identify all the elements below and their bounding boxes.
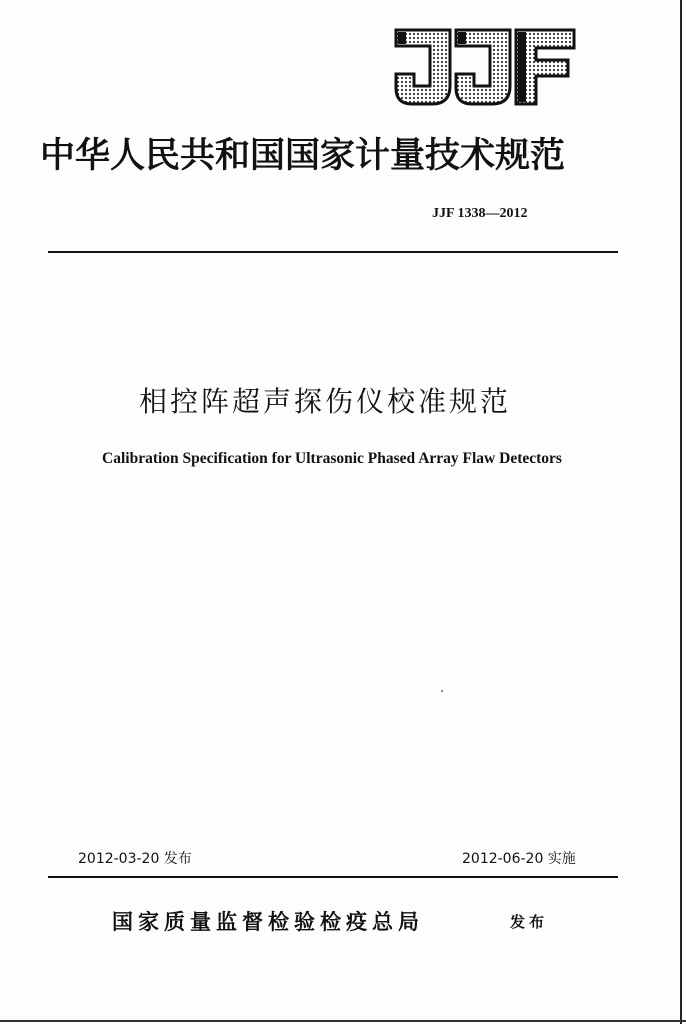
scan-edge-right (680, 0, 682, 1024)
divider-bottom (48, 876, 618, 878)
standard-number: JJF 1338—2012 (432, 206, 528, 221)
scan-speck (441, 690, 443, 692)
main-title: 中华人民共和国国家计量技术规范 (40, 135, 566, 176)
issue-date: 2012-03-20 发布 (78, 851, 192, 867)
document-title-en: Calibration Specification for Ultrasonic Phased Array Flaw Detectors (102, 450, 562, 467)
divider-top (48, 251, 618, 253)
jjf-logo (392, 28, 577, 108)
implementation-date: 2012-06-20 实施 (462, 851, 576, 867)
document-title-cn: 相控阵超声探伤仪校准规范 (138, 385, 511, 418)
publish-label: 发布 (510, 913, 549, 931)
scan-edge-bottom (0, 1020, 686, 1022)
publisher-name: 国家质量监督检验检疫总局 (112, 909, 424, 934)
